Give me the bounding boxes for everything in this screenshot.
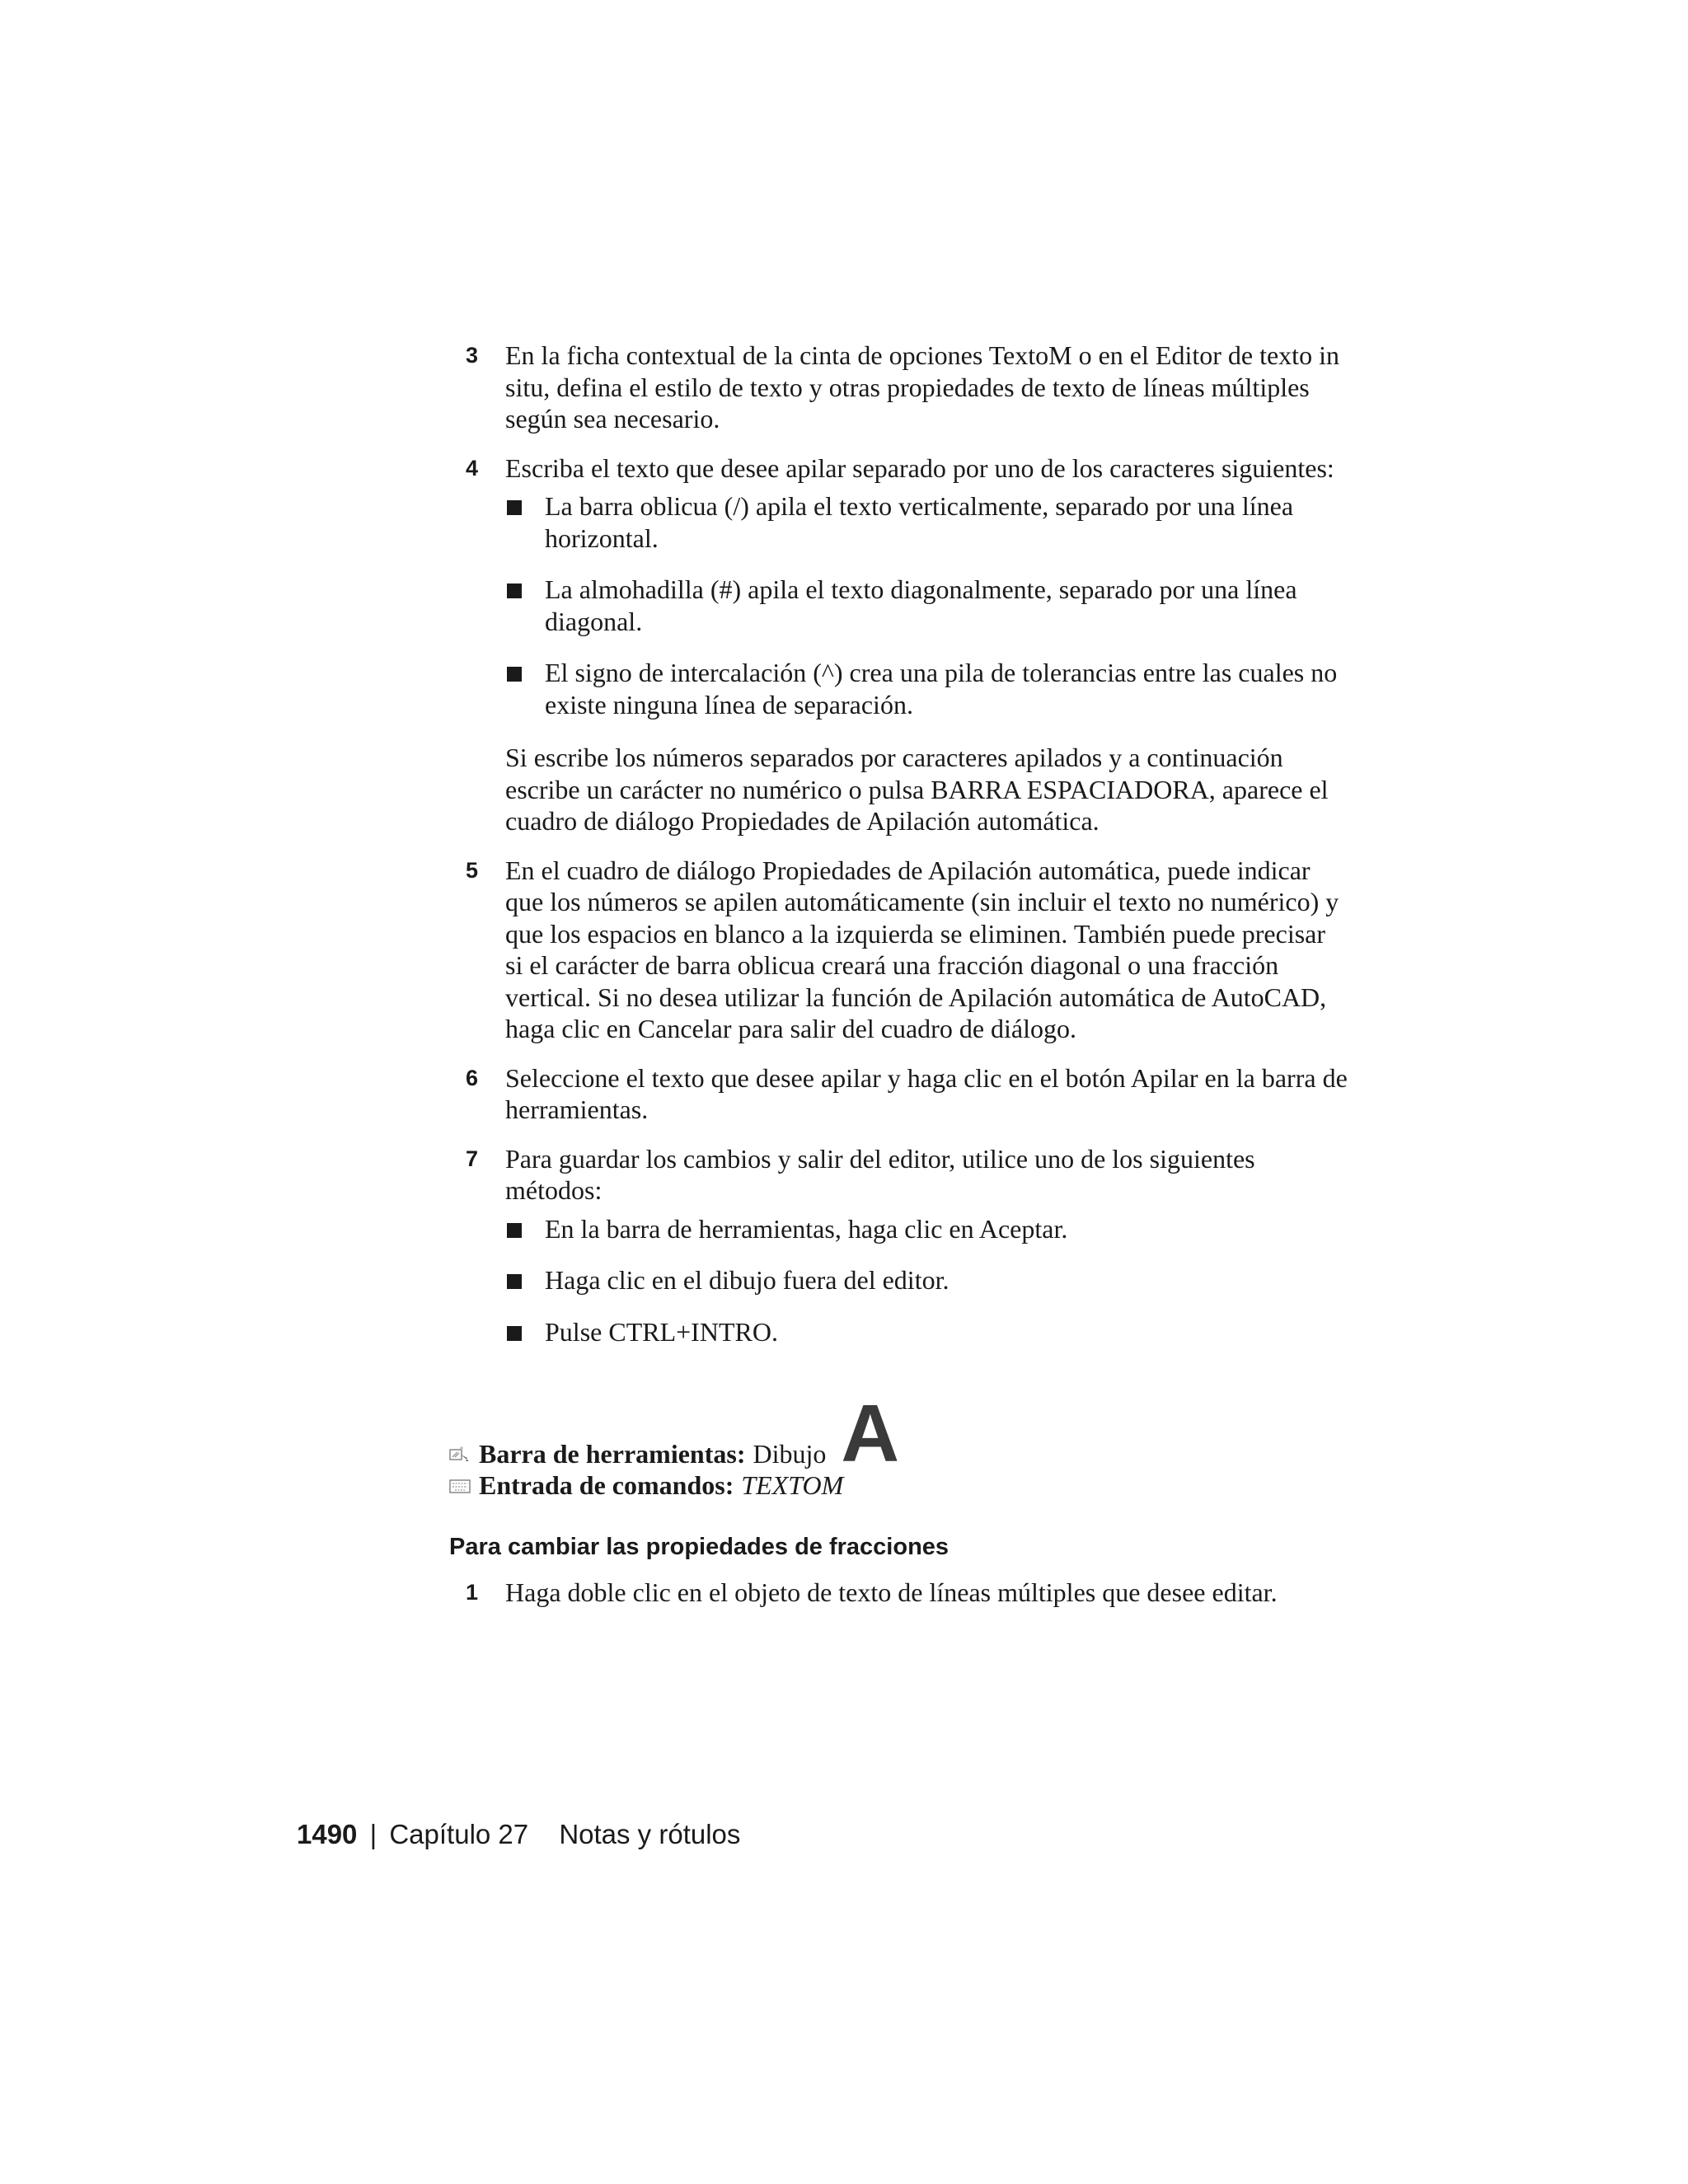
toolbar-icon [449,1446,471,1463]
step-number: 5 [466,857,479,883]
page-content [449,340,1348,1626]
step-5 [449,855,1348,1045]
list-item [505,574,1348,637]
step-3 [449,340,1348,435]
list-item [505,1316,1348,1348]
page-number: 1490 [297,1819,358,1849]
list-item-text: Haga clic en el dibujo fuera del editor. [545,1265,950,1295]
footer-separator: | [369,1819,377,1849]
list-item-text: El signo de intercalación (^) crea una pila de tolerancias entre las cuales no existe ninguna línea de separación. [545,658,1338,719]
step-note: Si escribe los números separados por caracteres apilados y a continuación escribe un carácter no numérico o pulsa BARRA ESPACIADORA, aparece el cuadro de diálogo Propiedades de Apilación automática. [505,743,1329,836]
access-methods [449,1388,1348,1501]
chapter-title: Notas y rótulos [559,1819,741,1849]
bullet-list [505,490,1348,720]
list-item-text: La barra oblicua (/) apila el texto verticalmente, separado por una línea horizontal. [545,491,1294,553]
list-item-text: En la barra de herramientas, haga clic en Aceptar. [545,1213,1068,1244]
command-value: TEXTOM [741,1470,844,1500]
step-text: En la ficha contextual de la cinta de opciones TextoM o en el Editor de texto in situ, defina el estilo de texto y otras propiedades de texto de líneas múltiples según sea necesario. [505,340,1339,434]
step-4 [449,452,1348,837]
step-number: 1 [466,1580,479,1605]
square-bullet-icon [507,500,522,515]
step-number: 3 [466,343,479,368]
list-item-text: La almohadilla (#) apila el texto diagonalmente, separado por una línea diagonal. [545,574,1297,636]
step-text: Escriba el texto que desee apilar separado por uno de los caracteres siguientes: [505,452,1334,483]
step-text: Para guardar los cambios y salir del editor, utilice uno de los siguientes métodos: [505,1143,1255,1205]
step-1 [449,1577,1348,1609]
keyboard-icon [449,1478,471,1494]
step-text: En el cuadro de diálogo Propiedades de Apilación automática, puede indicar que los números se apilen automáticamente (sin incluir el texto no numérico) y que los espacios en blanco a la izquierda se eliminen. También puede precisar si el carácter de barra oblicua creará una fracción diagonal o una fracción vertical. Si no desea utilizar la función de Apilación automática de AutoCAD, haga clic en Cancelar para salir del cuadro de diálogo. [505,855,1339,1043]
chapter-label: Capítulo 27 [389,1819,529,1849]
list-item [505,1264,1348,1296]
square-bullet-icon [507,1326,522,1341]
step-6 [449,1062,1348,1126]
multiline-text-tool-icon: A [841,1388,900,1479]
list-item [505,1213,1348,1245]
procedure-heading: Para cambiar las propiedades de fracciones [449,1534,950,1560]
list-item [505,657,1348,720]
step-text: Haga doble clic en el objeto de texto de líneas múltiples que desee editar. [505,1577,1278,1607]
toolbar-access-row [449,1388,1348,1479]
command-label: Entrada de comandos: [479,1470,734,1500]
step-number: 6 [466,1065,479,1090]
square-bullet-icon [507,1274,522,1289]
toolbar-label: Barra de herramientas: [479,1439,746,1469]
step-text: Seleccione el texto que desee apilar y haga clic en el botón Apilar en la barra de herramientas. [505,1062,1348,1124]
square-bullet-icon [507,1223,522,1238]
toolbar-value: Dibujo [753,1439,827,1469]
step-7 [449,1143,1348,1348]
square-bullet-icon [507,583,522,598]
list-item-text: Pulse CTRL+INTRO. [545,1316,778,1347]
step-number: 4 [466,455,479,480]
square-bullet-icon [507,667,522,682]
step-number: 7 [466,1146,479,1171]
list-item [505,490,1348,554]
bullet-list [505,1213,1348,1348]
page-footer [297,1818,740,1851]
